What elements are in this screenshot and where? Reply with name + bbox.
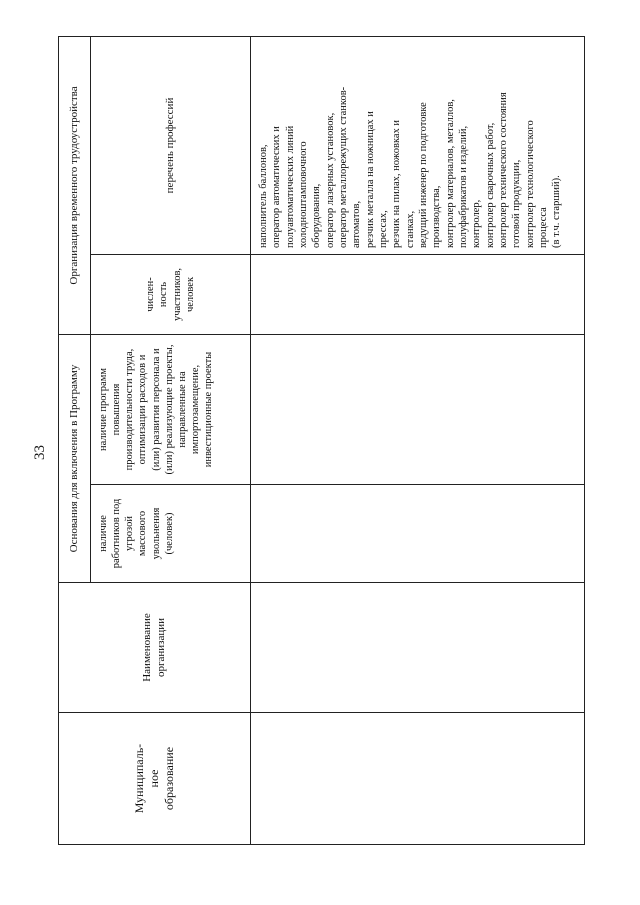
profession-line: контролер технологического (524, 120, 536, 248)
program-table (58, 36, 585, 845)
header-professions: перечень профессий (91, 37, 251, 255)
header-participants: числен- ность участников, человек (91, 255, 251, 335)
header-programs: наличие программ повышения производительности труда, оптимизации расходов и (или) развития персонала и (или) реализующие проекты, направленные на импортозамещение, инвестиционные проекты (91, 335, 251, 485)
header-temp-employment-group: Организация временного трудоустройства (59, 37, 91, 335)
profession-line: прессах, (377, 210, 389, 248)
profession-line: готовой продукции, (511, 159, 523, 248)
profession-line: процесса (537, 207, 549, 248)
profession-line: автоматов, (351, 200, 363, 248)
cell-professions-list (251, 37, 585, 255)
profession-line: оператор металлорежущих станков- (337, 86, 349, 248)
profession-line: производства, (431, 185, 443, 248)
profession-line: (в т.ч. старший). (551, 175, 563, 248)
profession-line: холодноштамповочного (297, 141, 309, 248)
header-organization: Наименование организации (59, 583, 251, 713)
profession-line: полуфабрикатов и изделий, (457, 125, 469, 248)
profession-line: оборудования, (311, 183, 323, 248)
page-number (30, 432, 50, 472)
cell-organization (251, 583, 585, 713)
cell-participants (251, 255, 585, 335)
rotated-table-container (58, 37, 585, 845)
profession-line: ведущий инженер по подготовке (417, 102, 429, 248)
profession-line: полуавтоматических линий (284, 125, 296, 248)
cell-workers-threat (251, 485, 585, 583)
cell-municipality (251, 713, 585, 845)
header-municipality: Муниципаль- ное образование (59, 713, 251, 845)
profession-line: резчик на пилах, ножовках и (391, 119, 403, 248)
profession-line: станках, (404, 210, 416, 248)
profession-line: контролер материалов, металлов, (444, 99, 456, 248)
cell-programs (251, 335, 585, 485)
header-workers-threat: наличие работников под угрозой массового увольнения (человек) (91, 485, 251, 583)
header-grounds-group: Основания для включения в Программу (59, 335, 91, 583)
profession-line: контролер сварочных работ, (484, 122, 496, 248)
profession-line: контролер, (471, 199, 483, 248)
profession-line: резчик металла на ножницах и (364, 111, 376, 248)
profession-line: наполнитель баллонов, (258, 144, 269, 248)
profession-line: оператор лазерных установок, (324, 112, 336, 248)
page-number-text: 33 (31, 444, 48, 460)
profession-line: контролер технического состояния (497, 92, 509, 248)
profession-line: оператор автоматических и (271, 126, 283, 248)
